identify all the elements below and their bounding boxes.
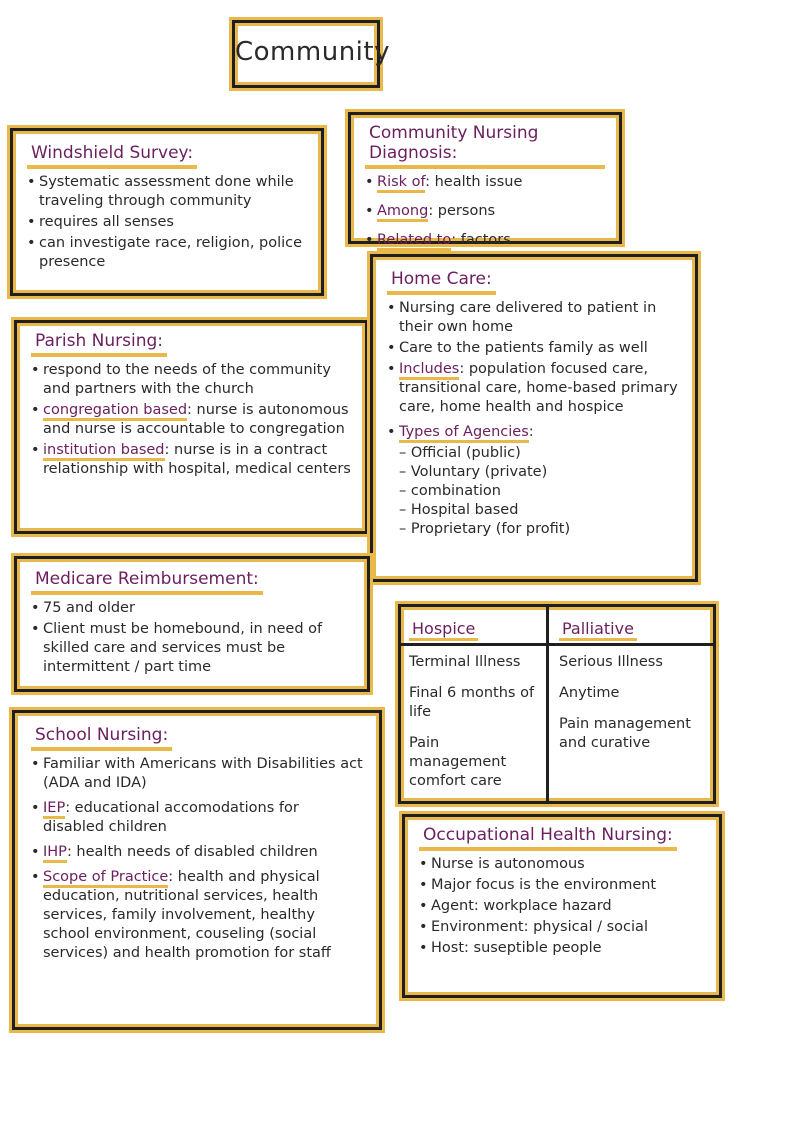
- occupational-box: [402, 814, 722, 998]
- palliative-column: [549, 607, 713, 801]
- hospice-item: Pain management comfort care: [409, 735, 507, 789]
- list-item: • Client must be homebound, in need of skilled care and services must be intermittent / part time: [31, 620, 353, 677]
- page-title-box: [232, 20, 390, 88]
- home-care-label: Types of Agencies: [399, 424, 529, 443]
- list-item: • Nursing care delivered to patient in their own home: [387, 299, 681, 337]
- occupational-heading: Occupational Health Nursing:: [419, 825, 677, 851]
- list-item: [365, 231, 605, 250]
- school-text: : health and physical education, nutritional services, health services, family involvement, healthy school environment, couseling (social services) and health promotion for staff: [43, 869, 331, 961]
- hospice-item: Terminal Illness: [409, 654, 521, 670]
- agency-item: – Hospital based: [399, 501, 681, 520]
- home-care-box: [370, 254, 698, 582]
- list-item: • Agent: workplace hazard: [419, 897, 705, 916]
- list-item: [31, 401, 351, 439]
- school-nursing-box: [12, 710, 382, 1030]
- hospice-title: Hospice: [409, 619, 478, 641]
- medicare-heading: Medicare Reimbursement:: [31, 569, 263, 595]
- diagnosis-text: : factors: [451, 232, 511, 248]
- grid-divider: [401, 643, 713, 646]
- list-item: [31, 868, 363, 963]
- diagnosis-box: [348, 112, 622, 248]
- diagnosis-text: : persons: [428, 203, 496, 219]
- home-care-text: : population focused care, transitional care, home-based primary care, home health and hospice: [399, 361, 678, 415]
- diagnosis-heading: Community Nursing Diagnosis:: [365, 123, 605, 169]
- list-item: • Major focus is the environment: [419, 876, 705, 895]
- list-item: • Nurse is autonomous: [419, 855, 705, 874]
- list-item: • 75 and older: [31, 599, 353, 618]
- home-care-label: Includes: [399, 361, 459, 380]
- agency-item: – Official (public): [399, 444, 681, 463]
- school-text: : health needs of disabled children: [66, 844, 318, 860]
- school-heading: School Nursing:: [31, 725, 172, 751]
- hospice-column: [401, 607, 549, 801]
- list-item: • Familiar with Americans with Disabilities act (ADA and IDA): [31, 755, 363, 793]
- palliative-item: Anytime: [559, 685, 620, 701]
- palliative-item: Pain management and curative: [559, 716, 691, 751]
- list-item: • Care to the patients family as well: [387, 339, 681, 358]
- windshield-survey-box: [10, 128, 324, 296]
- list-item: [31, 843, 363, 862]
- list-item: • Environment: physical / social: [419, 918, 705, 937]
- palliative-title: Palliative: [559, 619, 637, 641]
- school-label: IEP: [43, 800, 65, 819]
- home-care-text: :: [528, 424, 534, 440]
- parish-heading: Parish Nursing:: [31, 331, 167, 357]
- list-item: • respond to the needs of the community and partners with the church: [31, 361, 351, 399]
- home-care-heading: Home Care:: [387, 269, 496, 295]
- parish-nursing-box: [14, 320, 368, 534]
- list-item: [387, 423, 681, 442]
- parish-text: : nurse is autonomous and nurse is accountable to congregation: [43, 402, 349, 437]
- hospice-palliative-box: [398, 604, 716, 804]
- list-item: • Systematic assessment done while traveling through community: [27, 173, 307, 211]
- diagnosis-text: : health issue: [425, 174, 523, 190]
- list-item: • Host: suseptible people: [419, 939, 705, 958]
- hospice-item: Final 6 months of life: [409, 685, 535, 720]
- palliative-item: Serious Illness: [559, 654, 663, 670]
- parish-text: : nurse is in a contract relationship with hospital, medical centers: [43, 442, 351, 477]
- list-item: [365, 202, 605, 221]
- diagnosis-label: Related to: [377, 232, 451, 251]
- list-item: [31, 441, 351, 479]
- school-text: : educational accomodations for disabled children: [43, 800, 299, 835]
- diagnosis-label: Risk of: [377, 174, 425, 193]
- parish-label: institution based: [43, 442, 165, 461]
- list-item: [365, 173, 605, 192]
- school-label: IHP: [43, 844, 67, 863]
- agency-item: – Voluntary (private): [399, 463, 681, 482]
- agency-item: – combination: [399, 482, 681, 501]
- medicare-box: [14, 556, 370, 692]
- windshield-heading: Windshield Survey:: [27, 143, 197, 169]
- parish-label: congregation based: [43, 402, 187, 421]
- list-item: [387, 360, 681, 417]
- list-item: [31, 799, 363, 837]
- list-item: • can investigate race, religion, police presence: [27, 234, 307, 272]
- agency-item: – Proprietary (for profit): [399, 520, 681, 539]
- school-label: Scope of Practice: [43, 869, 168, 888]
- list-item: • requires all senses: [27, 213, 307, 232]
- diagnosis-label: Among: [377, 203, 428, 222]
- page-title: Community: [235, 37, 390, 67]
